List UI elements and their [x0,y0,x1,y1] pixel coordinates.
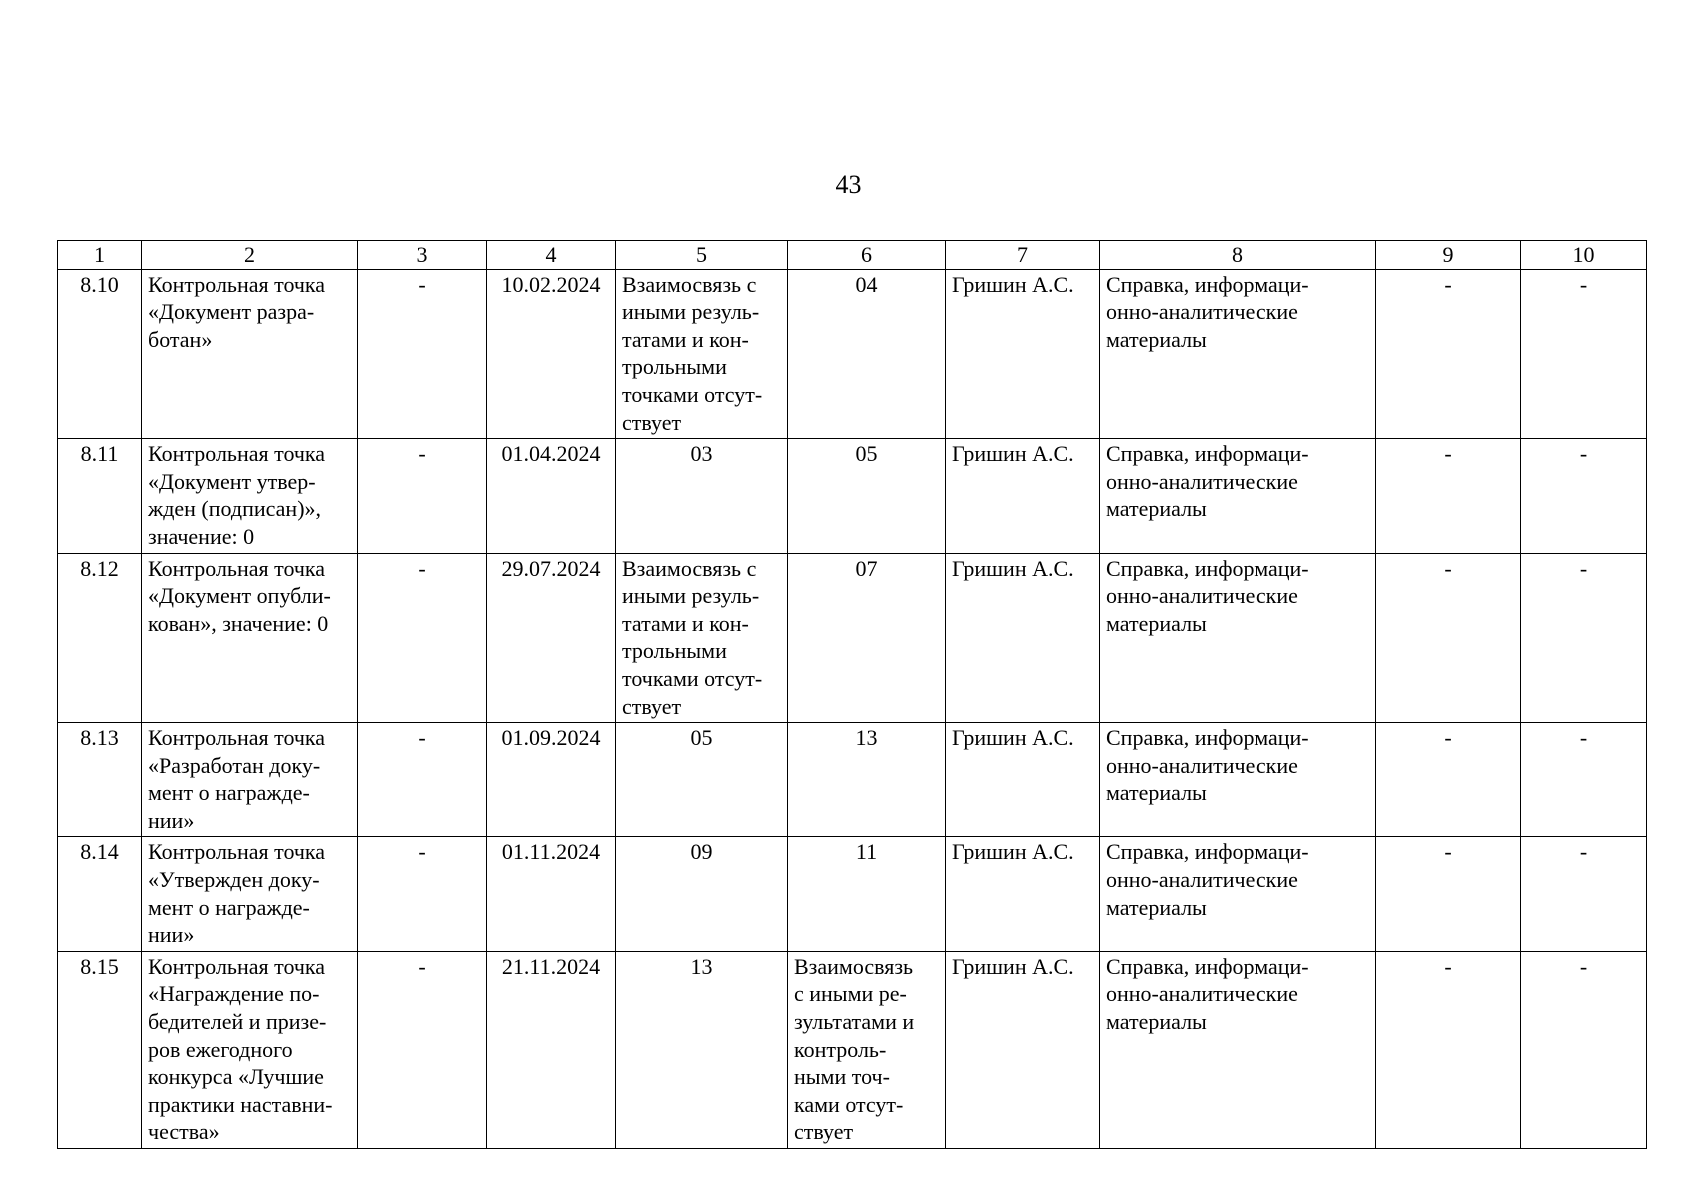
due-date: 01.11.2024 [487,837,616,951]
column-header: 4 [487,241,616,270]
due-date: 01.09.2024 [487,723,616,837]
row-number: 8.14 [58,837,142,951]
control-points-table [57,240,1647,1149]
due-date: 29.07.2024 [487,553,616,723]
document-type: Справка, информаци- онно-аналитические материалы [1100,269,1376,439]
cell-col5: 03 [616,439,788,553]
cell-col10: - [1521,837,1647,951]
cell-col5: Взаимосвязь с иными резуль- татами и кон- трольными точками отсут- ствует [616,553,788,723]
column-header: 5 [616,241,788,270]
page-number: 43 [835,170,862,199]
due-date: 21.11.2024 [487,951,616,1148]
cell-col9: - [1376,553,1521,723]
column-header: 6 [788,241,946,270]
control-point-name: Контрольная точка «Документ разра- ботан» [142,269,358,439]
responsible-person: Гришин А.С. [946,439,1100,553]
cell-col9: - [1376,951,1521,1148]
table-row [58,837,1647,951]
cell-col9: - [1376,837,1521,951]
document-type: Справка, информаци- онно-аналитические материалы [1100,951,1376,1148]
control-point-name: Контрольная точка «Награждение по- бедителей и призе- ров ежегодного конкурса «Лучшие практики наставни- чества» [142,951,358,1148]
control-point-name: Контрольная точка «Документ утвер- жден (подписан)», значение: 0 [142,439,358,553]
cell-col6: 11 [788,837,946,951]
cell-col5: 13 [616,951,788,1148]
document-type: Справка, информаци- онно-аналитические материалы [1100,553,1376,723]
cell-col5: 05 [616,723,788,837]
cell-col6: 13 [788,723,946,837]
column-header: 2 [142,241,358,270]
control-point-name: Контрольная точка «Разработан доку- мент о награжде- нии» [142,723,358,837]
cell-col6: Взаимосвязь с иными ре- зультатами и контроль- ными точ- ками отсут- ствует [788,951,946,1148]
table-row [58,723,1647,837]
control-point-name: Контрольная точка «Документ опубли- кован», значение: 0 [142,553,358,723]
table-row [58,439,1647,553]
table-row [58,951,1647,1148]
due-date: 10.02.2024 [487,269,616,439]
cell-col6: 04 [788,269,946,439]
cell-col9: - [1376,439,1521,553]
column-header: 7 [946,241,1100,270]
due-date: 01.04.2024 [487,439,616,553]
cell-col3: - [358,439,487,553]
responsible-person: Гришин А.С. [946,723,1100,837]
cell-col3: - [358,837,487,951]
responsible-person: Гришин А.С. [946,269,1100,439]
cell-col5: 09 [616,837,788,951]
cell-col10: - [1521,269,1647,439]
cell-col3: - [358,951,487,1148]
document-type: Справка, информаци- онно-аналитические материалы [1100,723,1376,837]
row-number: 8.10 [58,269,142,439]
cell-col3: - [358,723,487,837]
row-number: 8.12 [58,553,142,723]
column-header: 3 [358,241,487,270]
column-header: 1 [58,241,142,270]
table-row [58,269,1647,439]
cell-col9: - [1376,269,1521,439]
cell-col6: 07 [788,553,946,723]
column-header: 10 [1521,241,1647,270]
column-header: 8 [1100,241,1376,270]
cell-col5: Взаимосвязь с иными резуль- татами и кон- трольными точками отсут- ствует [616,269,788,439]
row-number: 8.11 [58,439,142,553]
table-row [58,553,1647,723]
cell-col10: - [1521,951,1647,1148]
cell-col10: - [1521,553,1647,723]
cell-col3: - [358,269,487,439]
row-number: 8.13 [58,723,142,837]
cell-col10: - [1521,439,1647,553]
responsible-person: Гришин А.С. [946,837,1100,951]
cell-col6: 05 [788,439,946,553]
responsible-person: Гришин А.С. [946,951,1100,1148]
row-number: 8.15 [58,951,142,1148]
responsible-person: Гришин А.С. [946,553,1100,723]
cell-col10: - [1521,723,1647,837]
document-type: Справка, информаци- онно-аналитические материалы [1100,439,1376,553]
cell-col9: - [1376,723,1521,837]
control-point-name: Контрольная точка «Утвержден доку- мент о награжде- нии» [142,837,358,951]
column-header: 9 [1376,241,1521,270]
cell-col3: - [358,553,487,723]
document-type: Справка, информаци- онно-аналитические материалы [1100,837,1376,951]
header-row [58,241,1647,270]
